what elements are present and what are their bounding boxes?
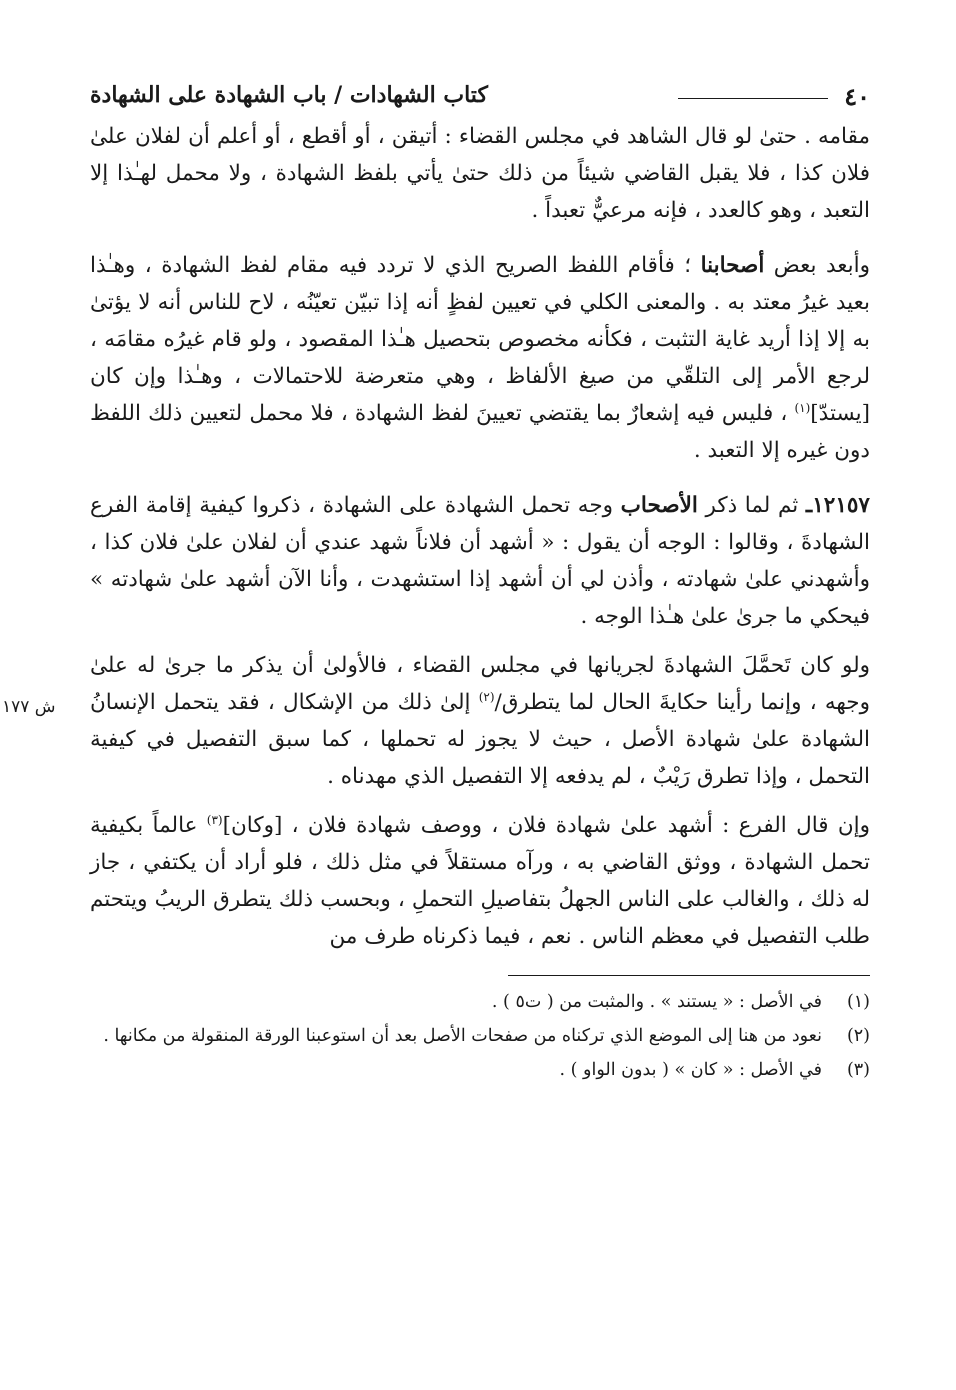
page-number: ٤٠ [844,82,870,111]
footnote-ref-1: (١) [794,400,811,415]
footnote-number: (٢) [846,1026,870,1046]
footnote-ref-2: (٢) [478,689,495,704]
margin-note: ش ١٧٧ [2,697,56,717]
body-text [2,118,870,955]
term-ashab: الأصحاب [620,493,698,518]
footnote-item [90,1022,870,1050]
footnotes [90,988,870,1084]
term-ashabuna: أصحابنا [700,253,765,278]
footnote-separator [508,975,870,976]
document-page [2,78,870,1090]
paragraph-5: وإن قال الفرع : أشهد علىٰ شهادة فلان ، ووصف شهادة فلان ، [وكان]$^{(٣)}$ عالماً بكيفية تحمل الشهادة ، ووثق القاضي به ، ورآه مستقلاً في مثل ذلك ، فلو أراد أن يكتفي ، جاز له ذلك ، والغالب على الناس الجهلُ بتفاصيلِ التحملِ ، وبحسب ذلك يتطرق الريبُ ويتحتم طلب التفصيل في معظم الناس . نعم ، فيما ذكرناه طرف من [90,812,870,949]
footnote-number: (١) [846,992,870,1012]
footnote-number: (٣) [846,1060,870,1080]
paragraph-4: ش ١٧٧ ولو كان تَحمَّلَ الشهادةَ لجريانها في مجلس القضاء ، فالأولىٰ أن يذكر ما جرىٰ له علىٰ وجهه ، وإنما رأينا حكايةَ الحال لما يتطرق/$^{(٢)}$ إلىٰ ذلك من الإشكال ، فقد يتحمل الإنسانُ الشهادة علىٰ شهادة الأصل ، حيث لا يجوز له تحملها ، كما سبق التفصيل في كيفية التحمل ، وإذا تطرق رَيْبٌ ، لم يدفعه إلا التفصيل الذي مهدناه . [2,653,870,789]
footnote-ref-3: (٣) [206,812,223,827]
footnote-item [90,988,870,1016]
paragraph-3: ١٢١٥٧ـ ثم لما ذكر الأصحاب وجه تحمل الشهادة على الشهادة ، ذكروا كيفية إقامة الفرع الشهادةَ ، وقالوا : الوجه أن يقول : « أشهد أن فلاناً شهد عندي أن لفلان علىٰ فلان كذا ، وأشهدني علىٰ شهادته ، وأذن لي أن أشهد إذا استشهدت ، وأنا الآن أشهد علىٰ شهادته » فيحكي ما جرىٰ علىٰ هـٰذا الوجه . [90,493,870,629]
footnote-text: في الأصل : « كان » ( بدون الواو ) . [559,1060,822,1080]
footnote-text: في الأصل : « يستند » . والمثبت من ( ت٥ ) . [491,992,822,1012]
paragraph-1: مقامه . حتىٰ لو قال الشاهد في مجلس القضاء : أتيقن ، أو أقطع ، أو أعلم أن لفلان علىٰ فلان كذا ، فلا يقبل القاضي شيئاً من ذلك حتىٰ يأتي بلفظ الشهادة ، ولا محمل لهـٰذا إلا التعبد ، وهو كالعدد ، فإنه مرعيٌّ تعبداً . [90,124,870,223]
header-rule [678,98,828,99]
issue-number: ١٢١٥٧ـ [805,493,870,518]
footnote-item [90,1056,870,1084]
paragraph-2: وأبعد بعض أصحابنا ؛ فأقام اللفظ الصريح الذي لا تردد فيه مقام لفظ الشهادة ، وهـٰذا بعيد غيرُ معتد به . والمعنى الكلي في تعيين لفظٍ أنه إذا تبيّن تعيّنُه ، لاح للناس أنه لا يؤتىٰ به إلا إذا أريد غاية التثبت ، فكأنه مخصوص بتحصيل هـٰذا المقصود ، ولو قام غيرُه مقامَه ، لرجع الأمر إلى التلقّي من صيغ الألفاظ ، وهي متعرضة للاحتمالات ، وهـٰذا وإن كان [يستدّ]$^{(١)}$ ، فليس فيه إشعارٌ بما يقتضي تعيينَ لفظ الشهادة ، فلا محمل لتعيين ذلك اللفظ دون غيره إلا التعبد . [90,253,870,463]
footnote-text: نعود من هنا إلى الموضع الذي تركناه من صفحات الأصل بعد أن استوعبنا الورقة المنقولة من مكانها . [103,1026,822,1046]
page-header [90,78,870,118]
running-title: كتاب الشهادات / باب الشهادة على الشهادة [90,82,488,108]
